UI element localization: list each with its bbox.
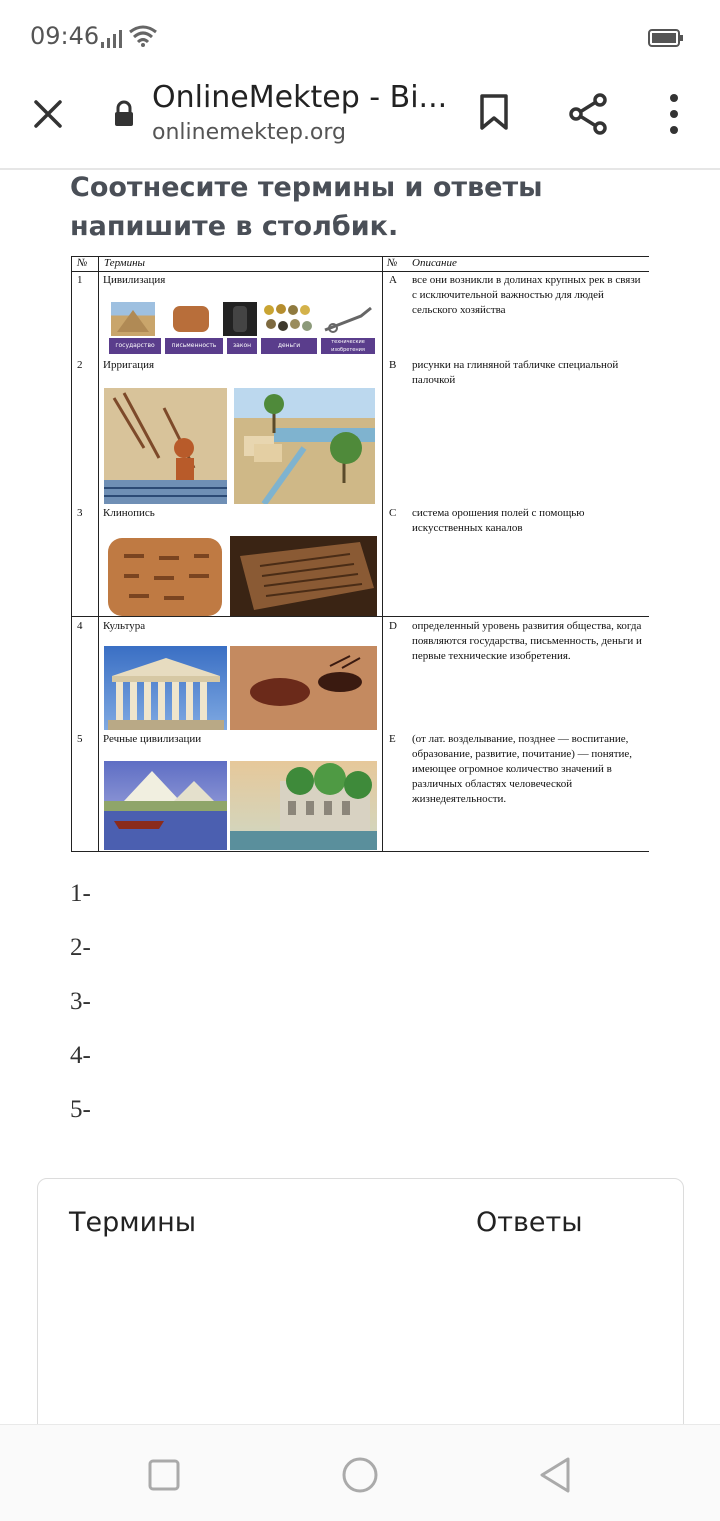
desc-letter: B [389,359,397,371]
desc-letter: C [389,507,397,519]
hanging-gardens-picture [230,761,377,850]
cuneiform-tablet-picture [104,536,226,616]
ws-header-no: № [77,257,88,269]
desc-text: определенный уровень развития общества, когда появляются государства, письменность, деньги и первые технические изобретения. [412,620,642,662]
close-icon[interactable] [26,92,70,136]
row-number: 3 [77,507,83,519]
term-label: Ирригация [103,359,155,371]
page-title[interactable]: OnlineMektep - Bi... [152,80,448,115]
answer-line-5: 5- [70,1096,91,1123]
desc-letter: E [389,733,396,745]
battery-icon [648,28,684,48]
status-time: 09:46 [30,22,100,50]
share-icon[interactable] [564,90,612,138]
tag-inventions: технические изобретения [321,338,375,354]
row-number: 5 [77,733,83,745]
lock-icon [110,100,138,128]
term-label: Клинопись [103,507,155,519]
system-nav-bar [0,1424,720,1521]
stele-picture [223,302,257,336]
term-label: Речные цивилизации [103,733,202,745]
question-heading: Соотнесите термины и ответы напишите в столбик. [70,172,543,242]
bookmark-icon[interactable] [472,90,516,134]
tag-law: закон [227,338,257,354]
egyptian-painting-picture [104,388,227,504]
invention-picture [321,302,375,336]
answer-line-1: 1- [70,880,91,907]
desc-letter: D [389,620,397,632]
recent-apps-icon[interactable] [144,1455,184,1495]
answer-card [37,1178,684,1440]
home-icon[interactable] [340,1455,380,1495]
answer-line-4: 4- [70,1042,91,1069]
irrigation-village-picture [234,388,375,504]
tag-money: деньги [261,338,317,354]
term-label: Цивилизация [103,274,166,286]
tag-state: государство [109,338,161,354]
tablet-picture [169,302,213,336]
pyramid-picture [111,302,155,336]
ws-header-terms: Термины [104,257,145,269]
desc-text: рисунки на глиняной табличке специальной палочкой [412,359,619,386]
nile-pyramids-picture [104,761,227,850]
back-icon[interactable] [536,1455,576,1495]
worksheet-image [71,256,649,852]
browser-toolbar [0,76,720,170]
answer-line-2: 2- [70,934,91,961]
ws-header-no2: № [387,257,398,269]
page-url[interactable]: onlinemektep.org [152,120,347,145]
signal-icon [100,28,124,48]
answer-line-3: 3- [70,988,91,1015]
clay-book-picture [230,536,377,616]
row-number: 1 [77,274,83,286]
ws-header-desc: Описание [412,257,457,269]
row-number: 2 [77,359,83,371]
desc-letter: A [389,274,397,286]
answer-list [70,880,91,1150]
card-column-terms: Термины [69,1207,197,1238]
coins-picture [261,302,317,336]
parthenon-picture [104,646,227,730]
desc-text: система орошения полей с помощью искусственных каналов [412,507,585,534]
more-options-icon[interactable] [656,90,692,138]
tag-writing: письменность [165,338,223,354]
desc-text: (от лат. возделывание, позднее — воспитание, образование, развитие, почитание) — понятие, имеющее огромное количество значений в различных областях человеческой жизнедеятельности. [412,733,633,805]
row-number: 4 [77,620,83,632]
cave-painting-picture [230,646,377,730]
card-column-answers: Ответы [476,1207,583,1238]
term-label: Культура [103,620,146,632]
wifi-icon [128,24,158,48]
status-bar [0,0,720,76]
desc-text: все они возникли в долинах крупных рек в связи с исключительной важностью для людей сельского хозяйства [412,274,641,316]
